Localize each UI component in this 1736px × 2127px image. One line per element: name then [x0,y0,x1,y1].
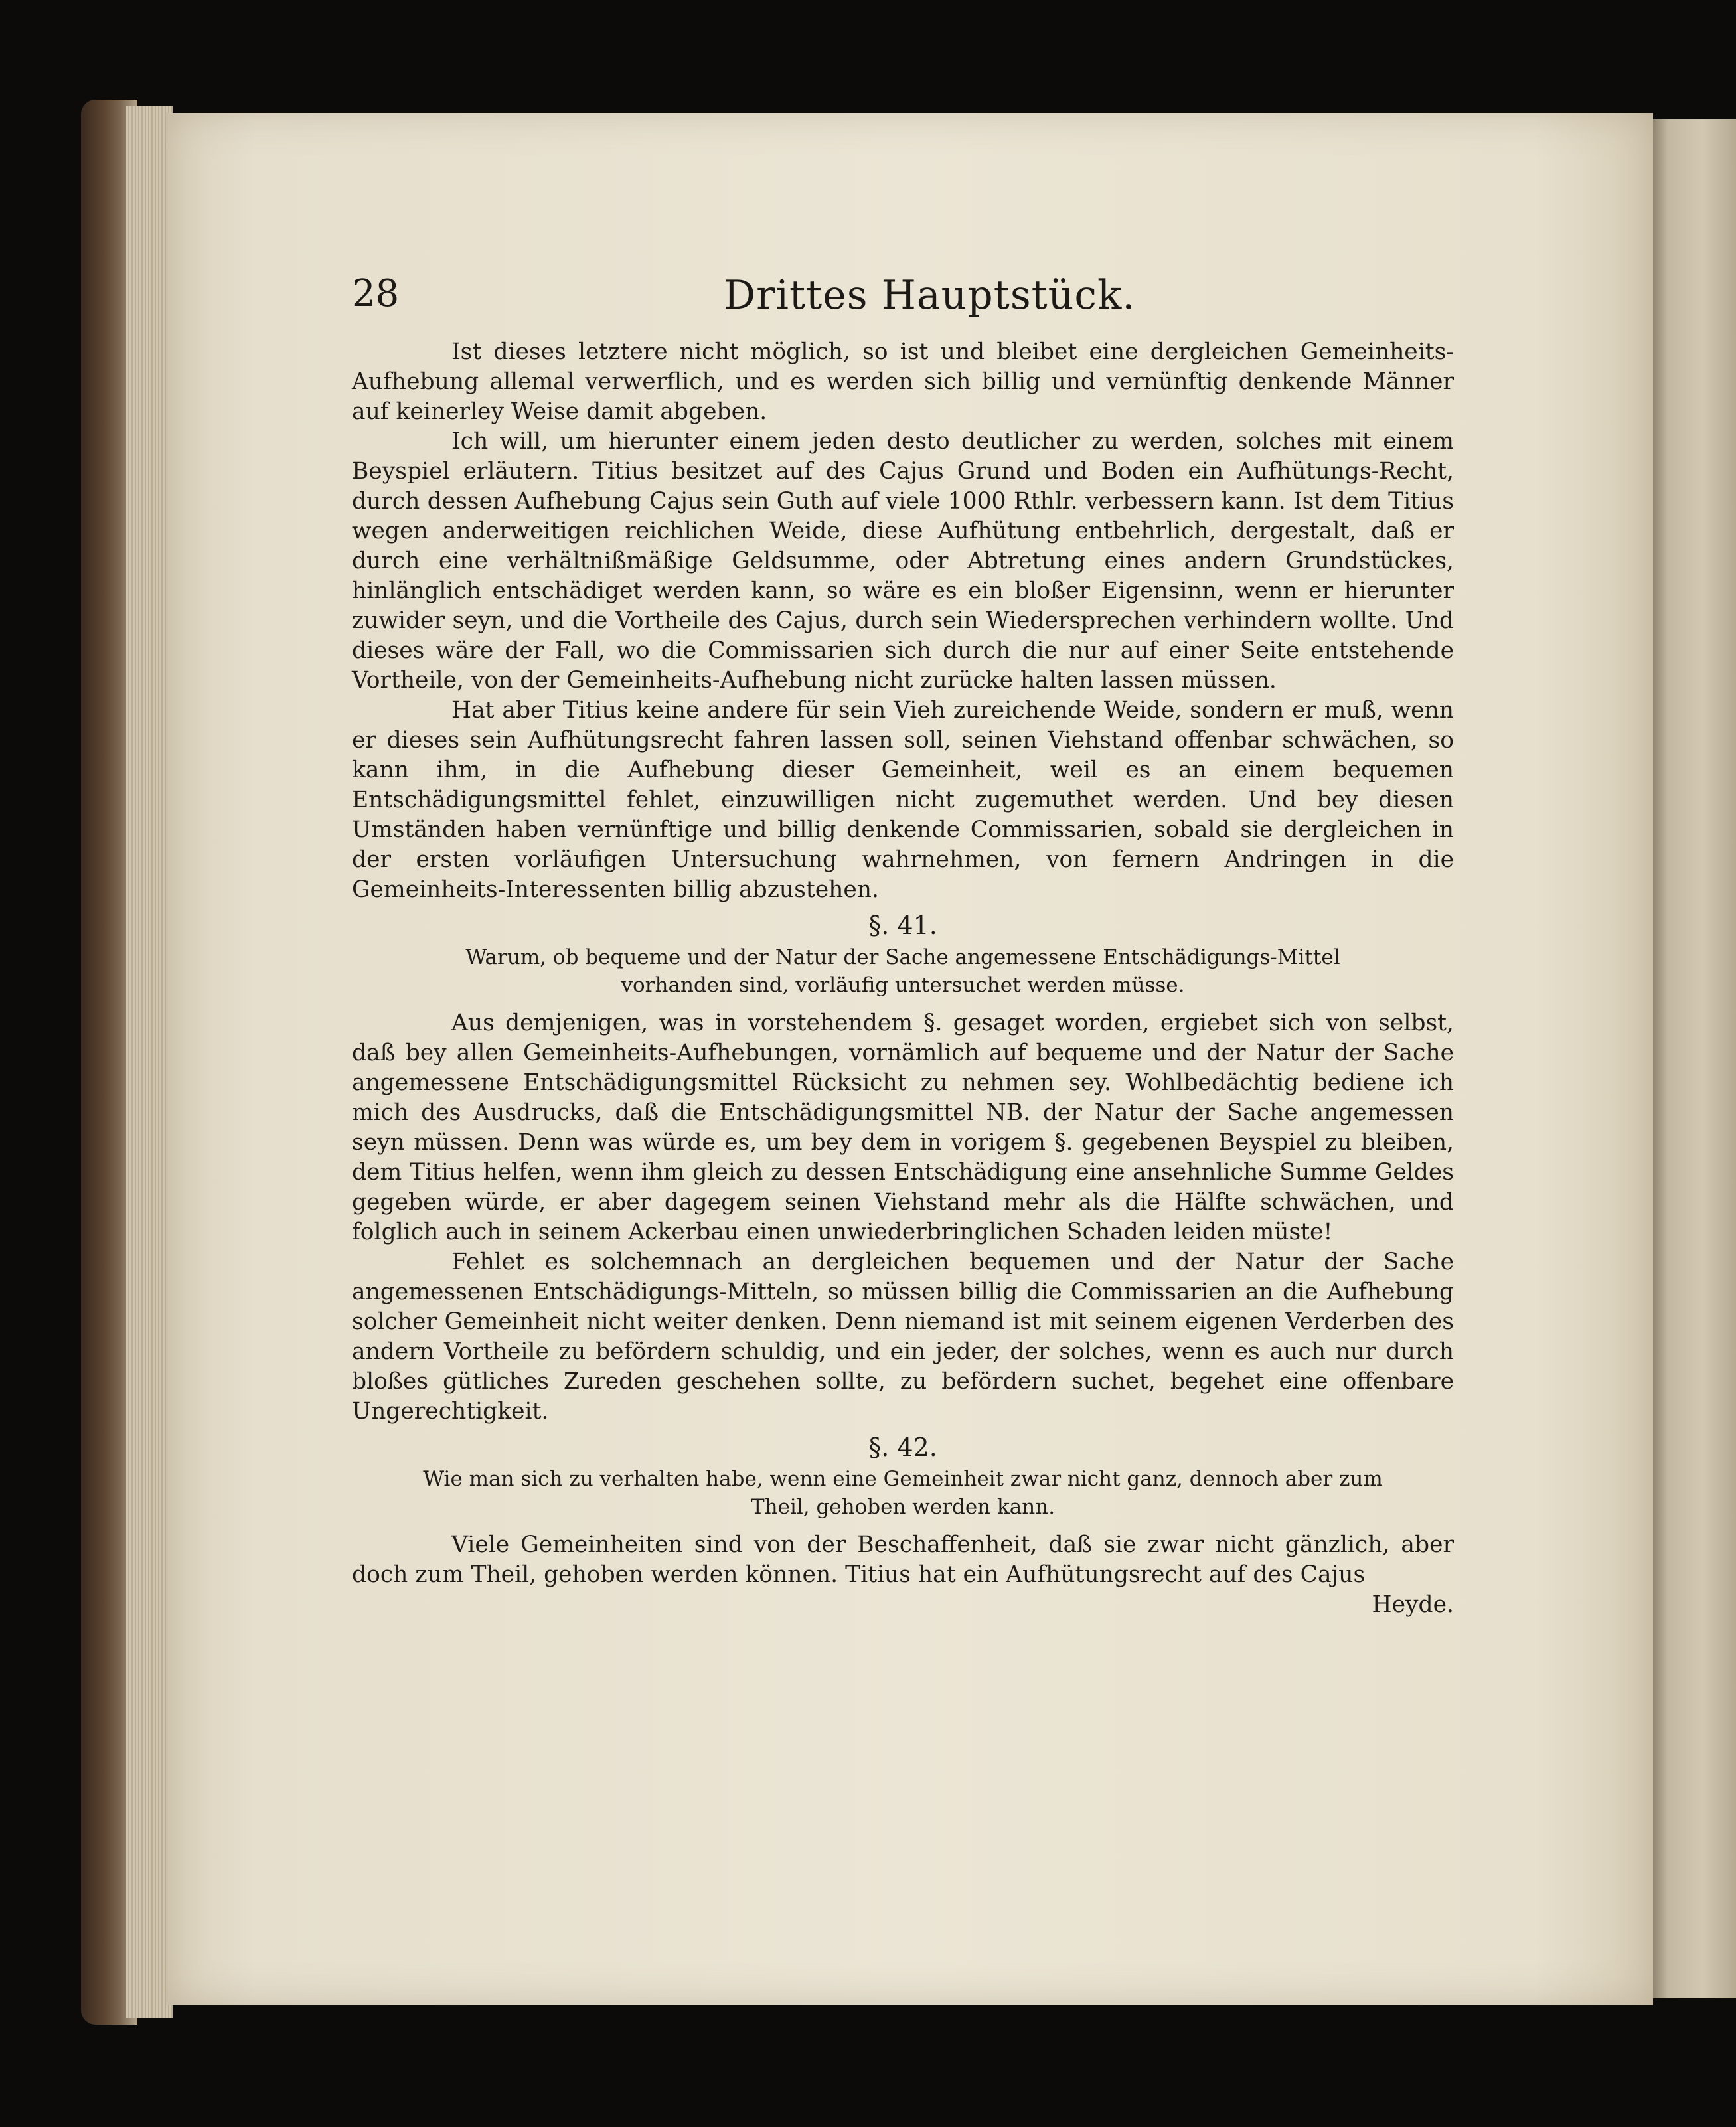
section-41-title: Warum, ob bequeme und der Natur der Sache angemessene Entschädigungs-Mittel vorhanden sind, vorläufig untersuchet werden müsse. [465,945,1340,997]
section-42-title: Wie man sich zu verhalten habe, wenn eine Gemeinheit zwar nicht ganz, dennoch aber zum Theil, gehoben werden kann. [423,1467,1383,1519]
section-41-mark: §. 41. [868,911,937,940]
facing-page-edge [1653,119,1736,1998]
page-text [352,337,1454,1620]
section-42-mark: §. 42. [868,1433,937,1462]
paragraph-4: Aus demjenigen, was in vorstehendem §. gesaget worden, ergiebet sich von selbst, daß bey allen Gemeinheits-Aufhebungen, vornämlich auf bequeme und der Natur der Sache angemessene Entschädigungsmittel Rücksicht zu nehmen sey. Wohlbedächtig bediene ich mich des Ausdrucks, daß die Entschädigungsmittel NB. der Natur der Sache angemessen seyn müssen. Denn was würde es, um bey dem in vorigem §. gegebenen Beyspiel zu bleiben, dem Titius helfen, wenn ihm gleich zu dessen Entschädigung eine ansehnliche Summe Geldes gegeben würde, er aber dagegem seinen Viehstand mehr als die Hälfte schwächen, und folglich auch in seinem Ackerbau einen unwiederbringlichen Schaden leiden müste! [352,1010,1454,1245]
paragraph-3: Hat aber Titius keine andere für sein Vieh zureichende Weide, sondern er muß, wenn er dieses sein Aufhütungsrecht fahren lassen soll, seinen Viehstand offenbar schwächen, so kann ihm, in die Aufhebung dieser Gemeinheit, weil es an einem bequemen Entschädigungsmittel fehlet, einzuwilligen nicht zugemuthet werden. Und bey diesen Umständen haben vernünftige und billig denkende Commissarien, sobald sie dergleichen in der ersten vorläufigen Untersuchung wahrnehmen, von fernern Andringen in die Gemeinheits-Interessenten billig abzustehen. [352,697,1454,903]
paragraph-1: Ist dieses letztere nicht möglich, so ist und bleibet eine dergleichen Gemeinheits-Aufhebung allemal verwerflich, und es werden sich billig und vernünftig denkende Männer auf keinerley Weise damit abgeben. [352,339,1454,425]
paragraph-5: Fehlet es solchemnach an dergleichen bequemen und der Natur der Sache angemessenen Entschädigungs-Mitteln, so müssen billig die Commissarien an die Aufhebung solcher Gemeinheit nicht weiter denken. Denn niemand ist mit seinem eigenen Verderben des andern Vortheile zu befördern schuldig, und ein jeder, der solches, wenn es auch nur durch bloßes gütliches Zureden geschehen sollte, zu befördern suchet, begehet eine offenbare Ungerechtigkeit. [352,1249,1454,1425]
paragraph-2: Ich will, um hierunter einem jeden desto deutlicher zu werden, solches mit einem Beyspiel erläutern. Titius besitzet auf des Cajus Grund und Boden ein Aufhütungs-Recht, durch dessen Aufhebung Cajus sein Guth auf viele 1000 Rthlr. verbessern kann. Ist dem Titius wegen anderweitigen reichlichen Weide, diese Aufhütung entbehrlich, dergestalt, daß er durch eine verhältnißmäßige Geldsumme, oder Abtretung eines andern Grundstückes, hinlänglich entschädiget werden kann, so wäre es ein bloßer Eigensinn, wenn er hierunter zuwider seyn, und die Vortheile des Cajus, durch sein Wiedersprechen verhindern wollte. Und dieses wäre der Fall, wo die Commissarien sich durch die nur auf einer Seite entstehende Vortheile, von der Gemeinheits-Aufhebung nicht zurücke halten lassen müssen. [352,428,1454,694]
catchword: Heyde. [1372,1591,1454,1618]
paragraph-6: Viele Gemeinheiten sind von der Beschaffenheit, daß sie zwar nicht gänzlich, aber doch zum Theil, gehoben werden können. Titius hat ein Aufhütungsrecht auf des Cajus [352,1532,1454,1588]
page-header [352,272,1454,332]
running-title: Drittes Hauptstück. [724,272,1136,319]
page-number: 28 [352,272,400,315]
